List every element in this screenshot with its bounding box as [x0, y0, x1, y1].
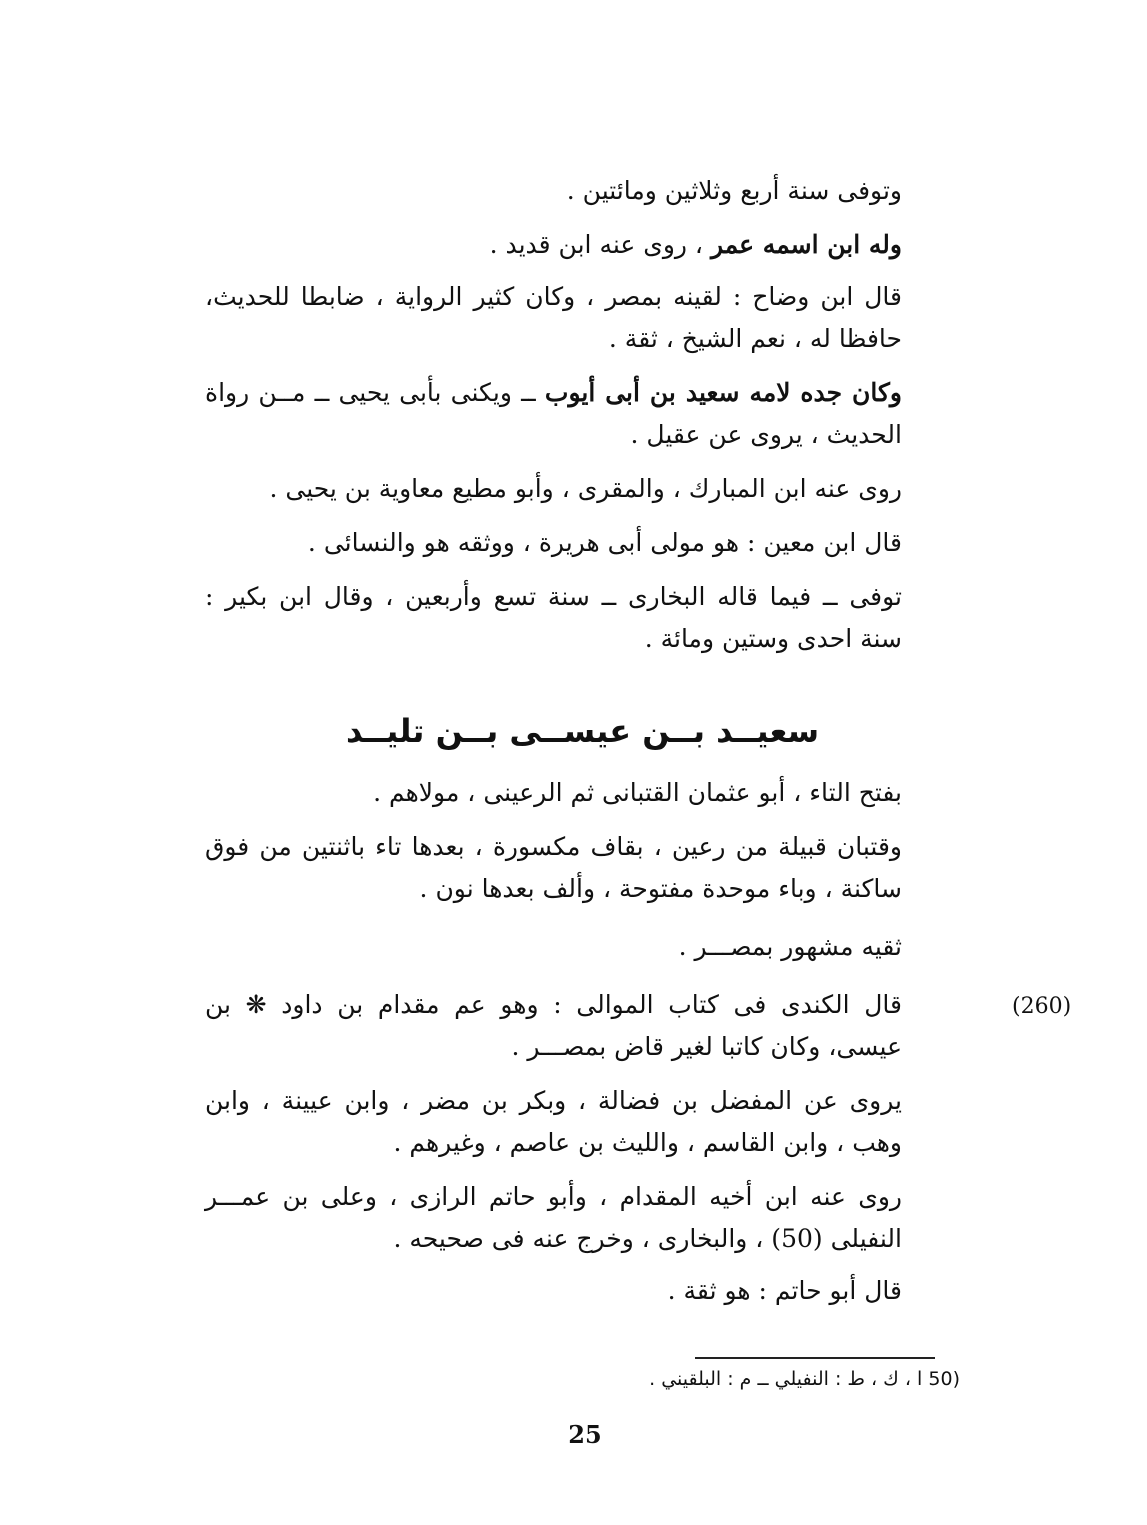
paragraph-text: توفى ــ فيما قاله البخارى ــ سنة تسع وأربعين ، وقال ابن بكير : سنة احدى وستين ومائة . [205, 582, 902, 653]
paragraph-text: قال أبو حاتم : هو ثقة . [667, 1276, 902, 1305]
paragraph-text: روى عنه ابن أخيه المقدام ، وأبو حاتم الرازى ، وعلى بن عمـــر النفيلى (50) ، والبخارى ، وخرج عنه فى صحيحه . [205, 1182, 902, 1253]
paragraph-text: ثقيه مشهور بمصـــر . [678, 932, 902, 961]
page-number: 25 [568, 1420, 602, 1449]
footnote-divider [695, 1357, 935, 1359]
paragraph [205, 772, 960, 814]
paragraph-text: قال الكندى فى كتاب الموالى : وهو عم مقدام بن داود ❋ بن عيسى، وكان كاتبا لغير قاض بمصـــر . [205, 990, 902, 1061]
margin-reference-number: (260) [1012, 994, 1072, 1019]
bottom-text-block [205, 772, 960, 1312]
paragraph [205, 1176, 960, 1260]
paragraph [205, 522, 960, 564]
paragraph-text: قال ابن معين : هو مولى أبى هريرة ، ووثقه هو والنسائى . [307, 528, 902, 557]
paragraph-text: ــ ويكنى بأبى يحيى ــ مــن رواة الحديث ، يروى عن عقيل . [205, 378, 902, 449]
paragraph [205, 1080, 960, 1164]
paragraph [205, 468, 960, 510]
bold-name: وكان جده لامه سعيد بن أبى أيوب [544, 378, 903, 407]
top-text-block [205, 170, 960, 660]
paragraph-text: وقتبان قبيلة من رعين ، بقاف مكسورة ، بعدها تاء باثنتين من فوق ساكنة ، وباء موحدة مفتوحة ، وألف بعدها نون . [205, 832, 902, 903]
paragraph [205, 576, 960, 660]
paragraph-text: يروى عن المفضل بن فضالة ، وبكر بن مضر ، وابن عيينة ، وابن وهب ، وابن القاسم ، والليث بن عاصم ، وغيرهم . [205, 1086, 902, 1157]
paragraph [205, 984, 960, 1068]
paragraph-text: روى عنه ابن المبارك ، والمقرى ، وأبو مطيع معاوية بن يحيى . [269, 474, 902, 503]
bold-name: وله ابن اسمه عمر [710, 230, 902, 259]
paragraph [205, 826, 960, 910]
paragraph [205, 276, 960, 360]
paragraph [205, 926, 960, 968]
paragraph [205, 372, 960, 456]
paragraph-text: قال ابن وضاح : لقينه بمصر ، وكان كثير الرواية ، ضابطا للحديث، حافظا له ، نعم الشيخ ، ثقة . [205, 282, 902, 353]
paragraph-text: ، روى عنه ابن قديد . [489, 230, 711, 259]
section-heading: سعيــد بــن عيســى بــن تليــد [345, 712, 820, 750]
paragraph-text: بفتح التاء ، أبو عثمان القتبانى ثم الرعينى ، مولاهم . [373, 778, 902, 807]
paragraph-text: وتوفى سنة أربع وثلاثين ومائتين . [566, 176, 902, 205]
paragraph [205, 1270, 960, 1312]
paragraph [205, 170, 960, 212]
paragraph [205, 224, 960, 266]
footnote: (50 ا ، ك ، ط : النفيلي ــ م : البلقيني . [649, 1368, 960, 1390]
